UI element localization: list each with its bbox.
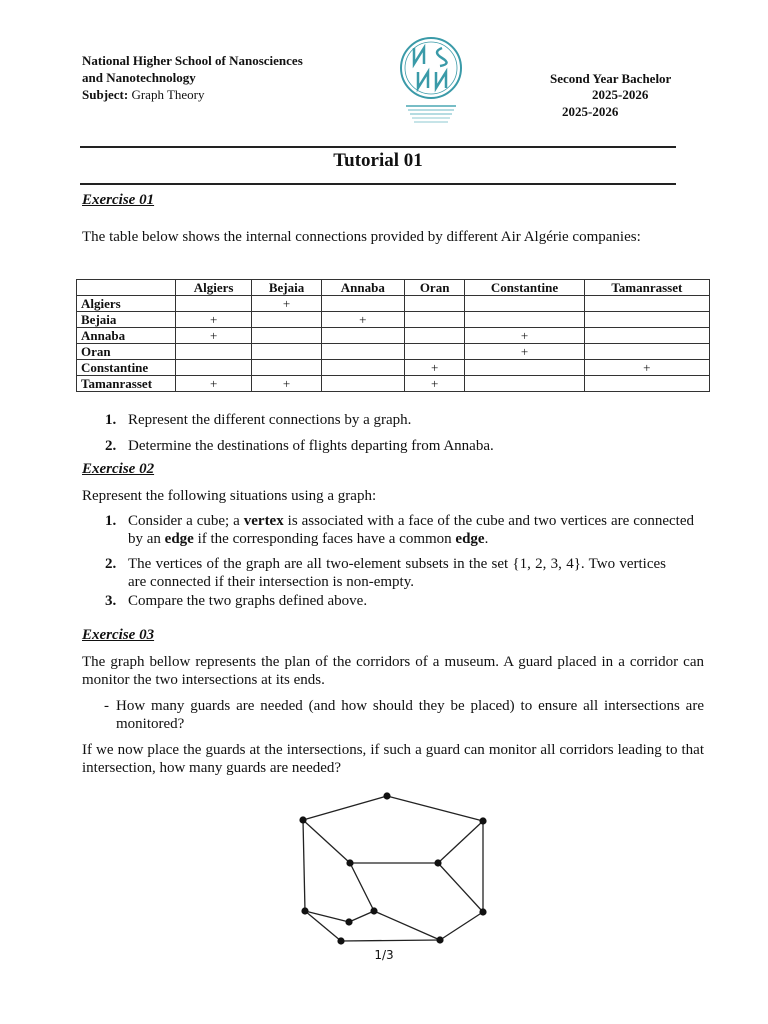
table-row: [77, 376, 710, 392]
table-column-header: Oran: [404, 280, 464, 296]
exercise-02-intro: Represent the following situations using a graph:: [82, 488, 377, 504]
graph-vertex: [434, 859, 441, 866]
table-cell: [404, 312, 464, 328]
table-cell: +: [176, 328, 252, 344]
table-header-row: [77, 280, 710, 296]
table-row: [77, 328, 710, 344]
table-column-header: Constantine: [465, 280, 584, 296]
table-row-header: Tamanrasset: [77, 376, 176, 392]
graph-edge: [341, 940, 440, 941]
table-cell: [321, 344, 404, 360]
table-cell: [584, 344, 709, 360]
table-corner-cell: [77, 280, 176, 296]
graph-vertex: [346, 859, 353, 866]
graph-vertex: [479, 908, 486, 915]
table-row-header: Oran: [77, 344, 176, 360]
table-cell: [176, 344, 252, 360]
table-cell: [176, 360, 252, 376]
table-cell: +: [584, 360, 709, 376]
title-bottom-rule: [80, 183, 676, 185]
table-cell: +: [176, 312, 252, 328]
table-cell: +: [465, 328, 584, 344]
question-text: Compare the two graphs defined above.: [128, 593, 368, 609]
table-cell: [584, 312, 709, 328]
graph-edge: [303, 820, 350, 863]
table-cell: [584, 296, 709, 312]
subject-line: [82, 86, 205, 103]
table-row: [77, 296, 710, 312]
graph-edge: [438, 863, 483, 912]
table-cell: [252, 328, 322, 344]
table-cell: [321, 360, 404, 376]
academic-year-2: 2025-2026: [562, 104, 619, 119]
table-cell: +: [465, 344, 584, 360]
exercise-03-paragraph-2: If we now place the guards at the intersections, if such a guard can monitor all corridors leading to that intersection, how many guards are needed?: [82, 742, 704, 776]
table-cell: [252, 344, 322, 360]
table-cell: +: [252, 296, 322, 312]
graph-edge: [387, 796, 483, 821]
table-cell: [465, 376, 584, 392]
question-number: 1.: [105, 412, 117, 428]
graph-edge: [440, 912, 483, 940]
graph-edge: [349, 911, 374, 922]
table-cell: [404, 344, 464, 360]
graph-edge: [438, 821, 483, 863]
question-text: if the corresponding faces have a common: [193, 531, 456, 547]
table-row: [77, 344, 710, 360]
school-name-line1: National Higher School of Nanosciences: [82, 53, 303, 68]
page-number: 1/3: [374, 948, 394, 962]
table-cell: +: [321, 312, 404, 328]
exercise-02-question-1: [105, 512, 694, 548]
exercise-02-heading: Exercise 02: [82, 461, 155, 477]
table-row-header: Algiers: [77, 296, 176, 312]
graph-vertex: [299, 816, 306, 823]
table-row-header: Bejaia: [77, 312, 176, 328]
table-column-header: Algiers: [176, 280, 252, 296]
table-cell: [252, 312, 322, 328]
graph-vertex: [370, 907, 377, 914]
table-cell: [465, 360, 584, 376]
title-top-rule: [80, 146, 676, 148]
question-text: Determine the destinations of flights departing from Annaba.: [128, 438, 494, 454]
table-cell: [176, 296, 252, 312]
question-bold-term: edge: [164, 531, 194, 547]
table-cell: +: [404, 376, 464, 392]
academic-year-1: 2025-2026: [592, 87, 649, 102]
logo-emblem-icon: [398, 34, 466, 124]
exercise-03-bullet: How many guards are needed (and how should they be placed) to ensure all intersections are monitored?: [116, 698, 704, 732]
school-logo: [398, 34, 466, 124]
exercise-01-question-2: [105, 437, 494, 455]
question-number: 3.: [105, 593, 117, 609]
graph-edge: [350, 863, 374, 911]
table-cell: [465, 312, 584, 328]
connections-table: [76, 279, 710, 392]
table-row: [77, 312, 710, 328]
table-cell: [465, 296, 584, 312]
subject-value: Graph Theory: [131, 87, 205, 102]
question-bold-term: vertex: [243, 513, 284, 529]
museum-corridor-graph: [290, 788, 500, 948]
table-row-header: Constantine: [77, 360, 176, 376]
exercise-03-paragraph-1: The graph bellow represents the plan of the corridors of a museum. A guard placed in a corridor can monitor the two intersections at its ends.: [82, 654, 704, 688]
graph-edge: [303, 820, 305, 911]
graph-vertex: [436, 936, 443, 943]
table-column-header: Bejaia: [252, 280, 322, 296]
exercise-01-heading: Exercise 01: [82, 192, 155, 208]
table-cell: +: [404, 360, 464, 376]
table-row-header: Annaba: [77, 328, 176, 344]
table-cell: [321, 296, 404, 312]
question-bold-term: edge: [455, 531, 485, 547]
table-cell: [404, 296, 464, 312]
table-cell: [321, 376, 404, 392]
exercise-03-heading: Exercise 03: [82, 627, 155, 643]
question-number: 2.: [105, 438, 117, 454]
table-row: [77, 360, 710, 376]
graph-edge: [374, 911, 440, 940]
subject-label: Subject:: [82, 87, 129, 102]
school-name-line2: and Nanotechnology: [82, 70, 196, 85]
table-cell: [404, 328, 464, 344]
table-column-header: Annaba: [321, 280, 404, 296]
table-cell: [252, 360, 322, 376]
graph-vertex: [301, 907, 308, 914]
exercise-01-question-1: [105, 411, 412, 429]
table-column-header: Tamanrasset: [584, 280, 709, 296]
table-cell: [584, 328, 709, 344]
graph-vertex: [383, 792, 390, 799]
question-text: The vertices of the graph are all two-element subsets in the set {1, 2, 3, 4}. Two vertices are connected if their intersection is non-empty.: [128, 556, 666, 590]
table-cell: [321, 328, 404, 344]
question-number: 2.: [105, 556, 117, 572]
exercise-02-question-2: [105, 555, 666, 591]
graph-vertex: [337, 937, 344, 944]
question-text: Consider a cube; a: [128, 513, 244, 529]
graph-edge: [303, 796, 387, 820]
exercise-02-question-3: [105, 592, 368, 610]
graph-vertex: [479, 817, 486, 824]
question-text: is associated with a face of the cube and two vertices are connected by an: [128, 513, 694, 547]
question-text: Represent the different connections by a graph.: [128, 412, 412, 428]
table-cell: [584, 376, 709, 392]
exercise-01-intro: The table below shows the internal connections provided by different Air Algérie companies:: [82, 229, 641, 245]
graph-vertex: [345, 918, 352, 925]
question-text: .: [484, 531, 489, 547]
table-cell: +: [176, 376, 252, 392]
table-cell: +: [252, 376, 322, 392]
question-number: 1.: [105, 513, 117, 529]
page-title: Tutorial 01: [333, 150, 423, 171]
level: Second Year Bachelor: [550, 71, 672, 86]
exercise-03-bullet-marker: -: [104, 698, 109, 714]
